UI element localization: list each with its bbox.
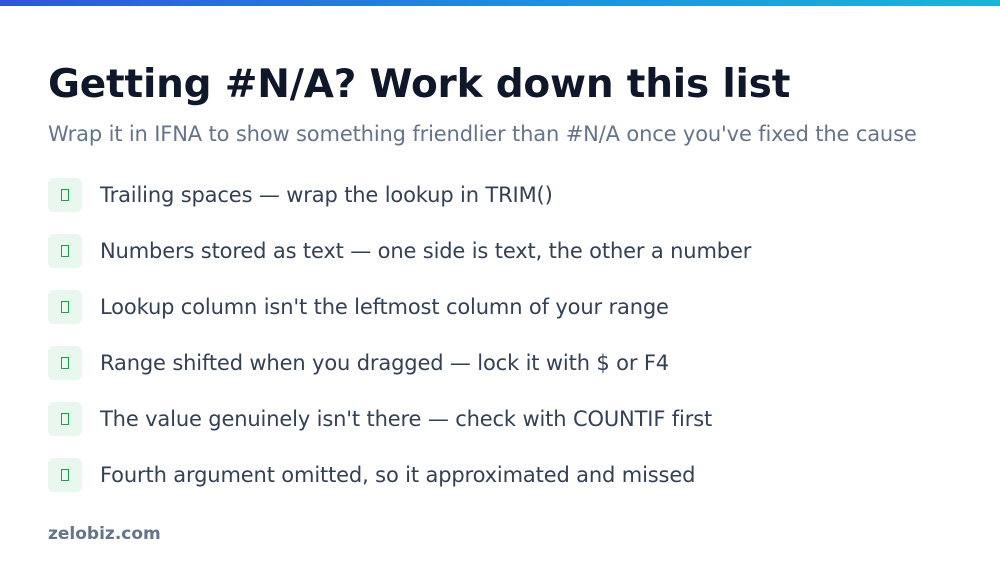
page-title: Getting #N/A? Work down this list xyxy=(48,62,791,107)
checklist-item-label: Range shifted when you dragged — lock it with $ or F4 xyxy=(100,351,669,375)
top-accent-bar xyxy=(0,0,1000,6)
checklist-item xyxy=(48,284,751,330)
checklist-item-label: Fourth argument omitted, so it approximated and missed xyxy=(100,463,696,487)
checkbox-icon xyxy=(48,458,82,492)
page-subtitle: Wrap it in IFNA to show something friendlier than #N/A once you've fixed the cause xyxy=(48,122,917,146)
checklist-item-label: Numbers stored as text — one side is text, the other a number xyxy=(100,239,752,263)
checklist-item xyxy=(48,452,751,498)
checkbox-icon xyxy=(48,178,82,212)
checkbox-icon xyxy=(48,346,82,380)
checkbox-icon xyxy=(48,234,82,268)
checklist-item xyxy=(48,340,751,386)
checkbox-icon xyxy=(48,402,82,436)
checklist-item xyxy=(48,172,751,218)
checkbox-icon xyxy=(48,290,82,324)
checklist-item-label: Lookup column isn't the leftmost column of your range xyxy=(100,295,669,319)
checklist-item-label: The value genuinely isn't there — check with COUNTIF first xyxy=(100,407,713,431)
checklist-item-label: Trailing spaces — wrap the lookup in TRIM() xyxy=(100,183,553,207)
checklist-item xyxy=(48,396,751,442)
checklist xyxy=(48,172,751,508)
footer-brand: zelobiz.com xyxy=(48,524,161,544)
checklist-item xyxy=(48,228,751,274)
